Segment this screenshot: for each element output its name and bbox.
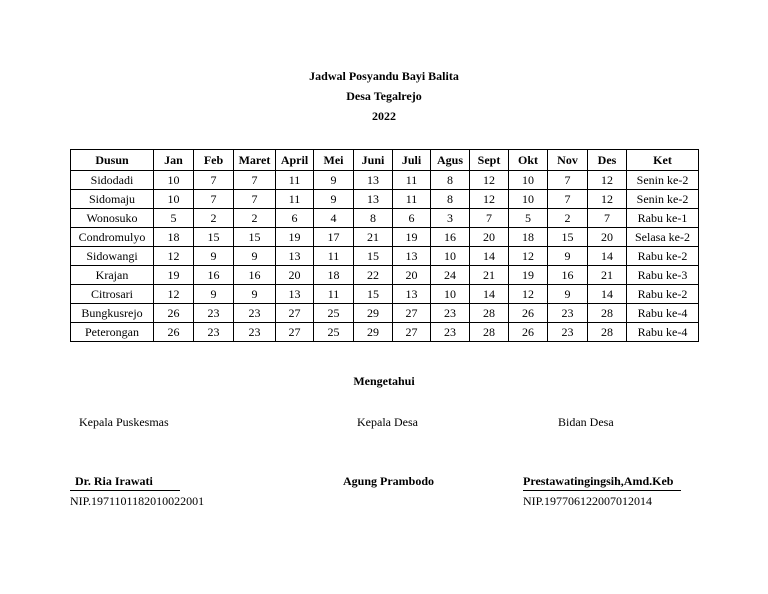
date-cell: 13 (354, 171, 393, 190)
date-cell: 16 (234, 266, 276, 285)
date-cell: 23 (548, 304, 588, 323)
table-row (71, 228, 699, 247)
date-cell: 14 (588, 285, 627, 304)
date-cell: 11 (393, 190, 431, 209)
ket-cell: Rabu ke-4 (627, 304, 699, 323)
dusun-cell: Bungkusrejo (71, 304, 154, 323)
column-header: Des (588, 150, 627, 171)
dusun-cell: Condromulyo (71, 228, 154, 247)
date-cell: 27 (393, 304, 431, 323)
date-cell: 2 (194, 209, 234, 228)
date-cell: 9 (314, 171, 354, 190)
dusun-cell: Sidomaju (71, 190, 154, 209)
date-cell: 26 (509, 323, 548, 342)
date-cell: 12 (470, 171, 509, 190)
date-cell: 7 (194, 171, 234, 190)
ket-cell: Rabu ke-2 (627, 285, 699, 304)
dusun-cell: Citrosari (71, 285, 154, 304)
date-cell: 20 (588, 228, 627, 247)
date-cell: 18 (509, 228, 548, 247)
date-cell: 9 (314, 190, 354, 209)
date-cell: 28 (470, 323, 509, 342)
date-cell: 28 (588, 304, 627, 323)
table-row (71, 209, 699, 228)
date-cell: 24 (431, 266, 470, 285)
date-cell: 9 (234, 247, 276, 266)
date-cell: 28 (588, 323, 627, 342)
date-cell: 11 (276, 190, 314, 209)
table-row (71, 190, 699, 209)
column-header: Agus (431, 150, 470, 171)
date-cell: 19 (393, 228, 431, 247)
table-row (71, 266, 699, 285)
date-cell: 14 (470, 285, 509, 304)
date-cell: 27 (276, 323, 314, 342)
column-header: Juni (354, 150, 393, 171)
signer-name-desa: Agung Prambodo (343, 474, 435, 488)
date-cell: 23 (234, 304, 276, 323)
column-header: Mei (314, 150, 354, 171)
column-header: Jan (154, 150, 194, 171)
date-cell: 8 (431, 171, 470, 190)
date-cell: 6 (276, 209, 314, 228)
date-cell: 15 (234, 228, 276, 247)
date-cell: 29 (354, 323, 393, 342)
table-row (71, 285, 699, 304)
date-cell: 14 (588, 247, 627, 266)
nip-bidan: NIP.197706122007012014 (523, 494, 653, 508)
date-cell: 12 (509, 247, 548, 266)
table-header-row (71, 150, 699, 171)
date-cell: 27 (393, 323, 431, 342)
date-cell: 23 (431, 304, 470, 323)
date-cell: 7 (234, 171, 276, 190)
date-cell: 29 (354, 304, 393, 323)
date-cell: 20 (276, 266, 314, 285)
date-cell: 28 (470, 304, 509, 323)
date-cell: 9 (234, 285, 276, 304)
date-cell: 21 (470, 266, 509, 285)
date-cell: 19 (509, 266, 548, 285)
column-header: Maret (234, 150, 276, 171)
column-header: Nov (548, 150, 588, 171)
nip-puskesmas: NIP.197110118201002200​1 (70, 494, 205, 508)
document-subtitle: Desa Tegalrejo (346, 89, 422, 103)
date-cell: 19 (154, 266, 194, 285)
dusun-cell: Wonosuko (71, 209, 154, 228)
date-cell: 11 (314, 247, 354, 266)
ket-cell: Selasa ke-2 (627, 228, 699, 247)
date-cell: 2 (234, 209, 276, 228)
date-cell: 4 (314, 209, 354, 228)
date-cell: 10 (431, 247, 470, 266)
dusun-cell: Krajan (71, 266, 154, 285)
column-header: Okt (509, 150, 548, 171)
date-cell: 7 (588, 209, 627, 228)
date-cell: 12 (588, 190, 627, 209)
date-cell: 7 (234, 190, 276, 209)
date-cell: 9 (548, 247, 588, 266)
date-cell: 7 (548, 171, 588, 190)
column-header: April (276, 150, 314, 171)
date-cell: 11 (314, 285, 354, 304)
ket-cell: Senin ke-2 (627, 171, 699, 190)
role-kepala-puskesmas: Kepala Puskesmas (79, 415, 169, 429)
table-row (71, 323, 699, 342)
date-cell: 25 (314, 323, 354, 342)
ket-cell: Rabu ke-1 (627, 209, 699, 228)
date-cell: 21 (588, 266, 627, 285)
date-cell: 10 (154, 171, 194, 190)
date-cell: 23 (194, 304, 234, 323)
date-cell: 13 (276, 285, 314, 304)
date-cell: 3 (431, 209, 470, 228)
date-cell: 23 (234, 323, 276, 342)
dusun-cell: Sidowangi (71, 247, 154, 266)
date-cell: 12 (154, 285, 194, 304)
date-cell: 20 (393, 266, 431, 285)
date-cell: 26 (154, 304, 194, 323)
schedule-table (70, 149, 699, 342)
date-cell: 11 (276, 171, 314, 190)
date-cell: 12 (509, 285, 548, 304)
date-cell: 8 (431, 190, 470, 209)
date-cell: 7 (470, 209, 509, 228)
date-cell: 9 (548, 285, 588, 304)
ket-cell: Senin ke-2 (627, 190, 699, 209)
date-cell: 8 (354, 209, 393, 228)
date-cell: 10 (431, 285, 470, 304)
date-cell: 25 (314, 304, 354, 323)
signer-name-bidan: Prestawatingingsih,Amd.Keb (523, 474, 681, 491)
table-row (71, 247, 699, 266)
column-header: Sept (470, 150, 509, 171)
date-cell: 15 (194, 228, 234, 247)
date-cell: 22 (354, 266, 393, 285)
signer-name-puskesmas: Dr. Ria Irawati (70, 474, 180, 491)
table-row (71, 304, 699, 323)
date-cell: 13 (276, 247, 314, 266)
date-cell: 10 (509, 190, 548, 209)
date-cell: 2 (548, 209, 588, 228)
role-kepala-desa: Kepala Desa (357, 415, 418, 429)
date-cell: 18 (154, 228, 194, 247)
date-cell: 15 (548, 228, 588, 247)
date-cell: 14 (470, 247, 509, 266)
date-cell: 12 (588, 171, 627, 190)
date-cell: 23 (431, 323, 470, 342)
date-cell: 12 (154, 247, 194, 266)
date-cell: 23 (548, 323, 588, 342)
date-cell: 12 (470, 190, 509, 209)
date-cell: 10 (509, 171, 548, 190)
date-cell: 16 (431, 228, 470, 247)
date-cell: 21 (354, 228, 393, 247)
date-cell: 16 (194, 266, 234, 285)
date-cell: 13 (393, 247, 431, 266)
date-cell: 20 (470, 228, 509, 247)
date-cell: 19 (276, 228, 314, 247)
date-cell: 26 (509, 304, 548, 323)
date-cell: 9 (194, 285, 234, 304)
ket-cell: Rabu ke-4 (627, 323, 699, 342)
column-header: Dusun (71, 150, 154, 171)
date-cell: 26 (154, 323, 194, 342)
date-cell: 16 (548, 266, 588, 285)
date-cell: 18 (314, 266, 354, 285)
date-cell: 11 (393, 171, 431, 190)
date-cell: 15 (354, 285, 393, 304)
date-cell: 10 (154, 190, 194, 209)
date-cell: 7 (194, 190, 234, 209)
date-cell: 23 (194, 323, 234, 342)
date-cell: 9 (194, 247, 234, 266)
ket-cell: Rabu ke-2 (627, 247, 699, 266)
ket-cell: Rabu ke-3 (627, 266, 699, 285)
column-header: Juli (393, 150, 431, 171)
date-cell: 13 (393, 285, 431, 304)
date-cell: 27 (276, 304, 314, 323)
date-cell: 17 (314, 228, 354, 247)
column-header: Ket (627, 150, 699, 171)
dusun-cell: Peterongan (71, 323, 154, 342)
date-cell: 13 (354, 190, 393, 209)
date-cell: 15 (354, 247, 393, 266)
dusun-cell: Sidodadi (71, 171, 154, 190)
date-cell: 5 (154, 209, 194, 228)
document-title: Jadwal Posyandu Bayi Balita (309, 69, 459, 83)
role-bidan-desa: Bidan Desa (558, 415, 614, 429)
table-row (71, 171, 699, 190)
date-cell: 7 (548, 190, 588, 209)
date-cell: 5 (509, 209, 548, 228)
document-year: 2022 (372, 109, 396, 123)
date-cell: 6 (393, 209, 431, 228)
column-header: Feb (194, 150, 234, 171)
mengetahui-label: Mengetahui (353, 374, 415, 388)
